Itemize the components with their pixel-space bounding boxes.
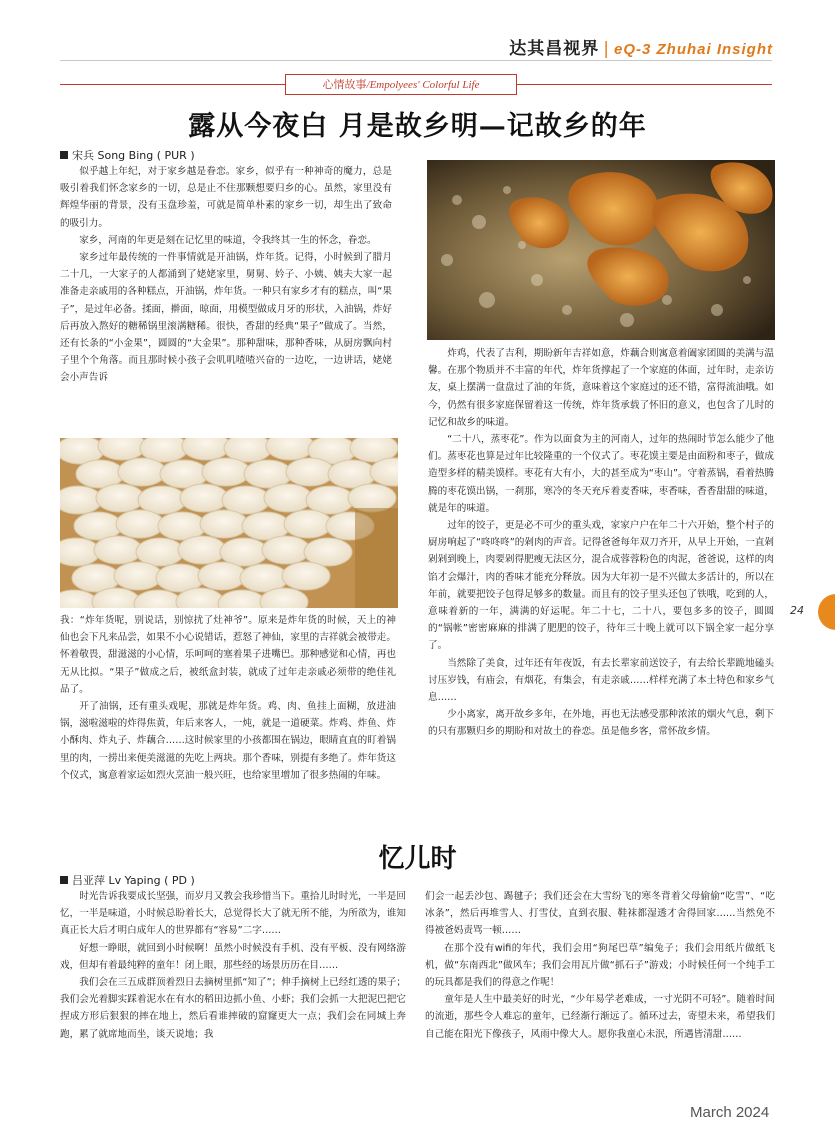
article1-col-a-top	[60, 163, 392, 425]
byline-square-icon	[60, 151, 68, 159]
section-banner-en: /Empolyees' Colorful Life	[366, 79, 480, 91]
page-tab	[818, 594, 835, 630]
banner-rule-right	[517, 84, 772, 85]
article2-title: 忆儿时	[378, 844, 457, 874]
paragraph: 我们会在三五成群顶着烈日去摘树里抓“知了”；伸手摘树上已经红透的果子；我们会光着脚实踩着泥水在有水的稻田边抓小鱼、小虾；我们会抓一大把泥巴把它捏成方形后狠狠的摔在地上，然后看谁摔破的窟窿更大一点；我们会在同城上奔跑，累了就席地而坐，谈天说地；我	[60, 977, 406, 1040]
section-banner-cn: 心情故事	[322, 78, 367, 91]
masthead-cn: 达其昌视界	[509, 39, 600, 59]
article2-col-a	[60, 888, 406, 1102]
article2-byline	[60, 872, 195, 888]
dumplings-image	[60, 438, 398, 608]
issue-date: March 2024	[690, 1104, 770, 1121]
paragraph: 时光告诉我要成长坚强，而岁月又教会我珍惜当下。重拾儿时时光，一半是回忆，一半是味道，小时候总盼着长大，总觉得长大了就无所不能，为所欲为，谁知真正长大后才明白成年人的世界都有“容易”二字……	[60, 891, 406, 937]
paragraph: 过年的饺子，更是必不可少的重头戏，家家户户在年二十六开始，整个村子的厨房响起了“咚咚咚”的剁肉的声音。记得爸爸每年双刀齐开，从早上开始，一直剁剁剁到晚上，肉要剁得肥瘦无法区分，混合成蓉蓉粉色的肉泥，爸爸说，这样的肉馅才会爆汁，肉的香味才能充分释放。因为大年初一是不兴做太多活计的，所以在年前，就要把饺子包得足够多的数量。而且有的饺子里头还包了铁哦，吃到的人，意味着新的一年，满满的好运呢。年二十七，二十八，要包多多的饺子，圆圆的“锅帐”密密麻麻的排满了肥肥的饺子，待年三十晚上就可以下锅全家一起分享了。	[428, 520, 774, 652]
paragraph: 在那个没有wifi的年代，我们会用“狗尾巴草”编兔子；我们会用纸片做纸飞机，做“东南西北”做风车；我们会用瓦片做“抓石子”游戏；小时候任何一个纯手工的玩具都是我们的得意之作呢！	[425, 942, 775, 989]
fried-food-photo	[427, 160, 775, 340]
dumplings-photo	[60, 438, 398, 608]
paragraph: 当然除了美食，过年还有年夜饭，有去长辈家前送饺子，有去给长辈跪地磕头讨压岁钱，有庙会，有烟花，有集会，有走亲戚……样样充满了本土特色和家乡气息……	[428, 657, 774, 704]
banner-rule-left	[60, 84, 285, 85]
article1-byline	[60, 147, 195, 163]
fried-food-image	[427, 160, 775, 340]
article1-title: 露从今夜白 月是故乡明—记故乡的年	[188, 111, 647, 142]
masthead-en: eQ-3 Zhuhai Insight	[613, 41, 773, 58]
paragraph: 们会一起丢沙包、踢毽子；我们还会在大雪纷飞的寒冬背着父母偷偷“吃雪”、“吃冰条”，然后再堆雪人、打雪仗，直到衣服、鞋袜都湿透才舍得回家……当然免不得被爸妈责骂一顿……	[425, 891, 775, 937]
paragraph: 家乡，河南的年更是刻在记忆里的味道，令我终其一生的怀念，眷恋。	[79, 234, 377, 246]
paragraph: 家乡过年最传统的一件事情就是开油锅，炸年货。记得，小时候到了腊月二十几，一大家子的人都涌到了姥姥家里，舅舅、妗子、小姨、姨夫大家一起准备走亲戚用的各种糕点，开油锅，炸年货。一种只有家乡才有的糕点，叫“果子”，是过年必备。揉面，擀面，晾面，用模型做成月牙的形状，入油锅，炸好后再放入熬好的糖稀锅里滚满糖稀。很快，香甜的经典“果子”做成了。当然，还有长条的“小金果”，圆圆的“大金果”。那种甜味，那种香味，从厨房飘向村子里个个角落。而且那时候小孩子会叽叽喳喳兴奋的一边吃，一边讲话，姥姥会小声告诉	[60, 252, 392, 384]
page-number: 24	[790, 604, 804, 617]
paragraph: 好想一睁眼，就回到小时候啊！虽然小时候没有手机、没有平板、没有网络游戏，但却有着最纯粹的童年！闭上眼，那些经的场景历历在目……	[60, 942, 406, 971]
paragraph: 炸鸡，代表了吉利，期盼新年吉祥如意，炸藕合则寓意着阖家团圆的美满与温馨。在那个物质并不丰富的年代，炸年货撑起了一个家庭的体面，过年时，走亲访友，桌上摆满一盘盘过了油的年货，意味着这个家庭过的还不错，富得流油哦。如今，仍然有很多家庭保留着这一传统，炸年货承载了怀旧的意义，也包含了儿时的记忆和故乡的味道。	[428, 348, 774, 428]
section-banner	[285, 74, 517, 95]
paragraph: 似乎越上年纪，对于家乡越是眷恋。家乡，似乎有一种神奇的魔力，总是吸引着我们怀念家乡的一切，总是止不住那颗想要归乡的心。虽然，家里没有辉煌华丽的背景，没有玉盘珍羞，可就是简单朴素的家乡一切，却生出了致命的吸引力。	[60, 166, 392, 229]
article1-col-a-bottom	[60, 612, 396, 828]
masthead	[509, 34, 773, 59]
article1-col-b	[428, 345, 774, 831]
masthead-divider: |	[603, 39, 610, 59]
top-rule	[60, 60, 772, 61]
paragraph: 童年是人生中最美好的时光，“少年易学老难成，一寸光阴不可轻”。随着时间的流逝，那些令人难忘的童年，已经渐行渐远了。循环过去，寄望未来，希望我们自己能在阳光下像孩子，风雨中像大人。愿你我童心未泯，所遇皆清甜……	[425, 994, 775, 1040]
article1-byline-text: 宋兵 Song Bing ( PUR )	[72, 149, 195, 162]
byline-square-icon	[60, 876, 68, 884]
paragraph: 开了油锅，还有重头戏呢，那就是炸年货。鸡、肉、鱼挂上面糊，放进油锅，滋啦滋啦的炸得焦黄，年后来客人，一炖，就是一道硬菜。炸鸡、炸鱼、炸小酥肉、炸丸子、炸藕合……这时候家里的小孩都围在锅边，眼睛直直的盯着锅里的肉，一捞出来便美滋滋的先吃上两块。那个香味，别提有多绝了。炸年货这个仪式，寓意着家运如烈火烹油一般兴旺，也给家里增加了很多热闹的年味。	[60, 701, 396, 781]
article2-col-b	[425, 888, 775, 1080]
paragraph: “二十八，蒸枣花”。作为以面食为主的河南人，过年的热闹时节怎么能少了他们。蒸枣花也算是过年比较隆重的一个仪式了。枣花馍主要是由面粉和枣子，做成造型多样的精美馍样。枣花有大有小，大的甚至成为“枣山”。守着蒸锅，看着热腾腾的枣花馍出锅，一刹那，寒冷的冬天充斥着麦香味，枣香味，香香甜甜的味道，就是年的味道。	[428, 434, 774, 514]
paragraph: 我：“炸年货呢，别说话，别惊扰了灶神爷”。原来是炸年货的时候，天上的神仙也会下凡来品尝，如果不小心说错话，惹怒了神仙，家里的吉祥就会被带走。怀着敬畏，甜滋滋的小心情，乐呵呵的塞着果子进嘴巴。那种感觉和心情，再也无从比拟。“果子”做成之后，被纸盒封装，就成了过年走亲戚必须带的绝佳礼品了。	[60, 615, 396, 695]
article2-byline-text: 吕亚萍 Lv Yaping ( PD )	[72, 874, 195, 887]
paragraph: 少小离家，离开故乡多年，在外地，再也无法感受那种浓浓的烟火气息，剩下的只有那颗归乡的期盼和对故土的眷恋。虽是他乡客，常怀故乡情。	[428, 709, 774, 738]
